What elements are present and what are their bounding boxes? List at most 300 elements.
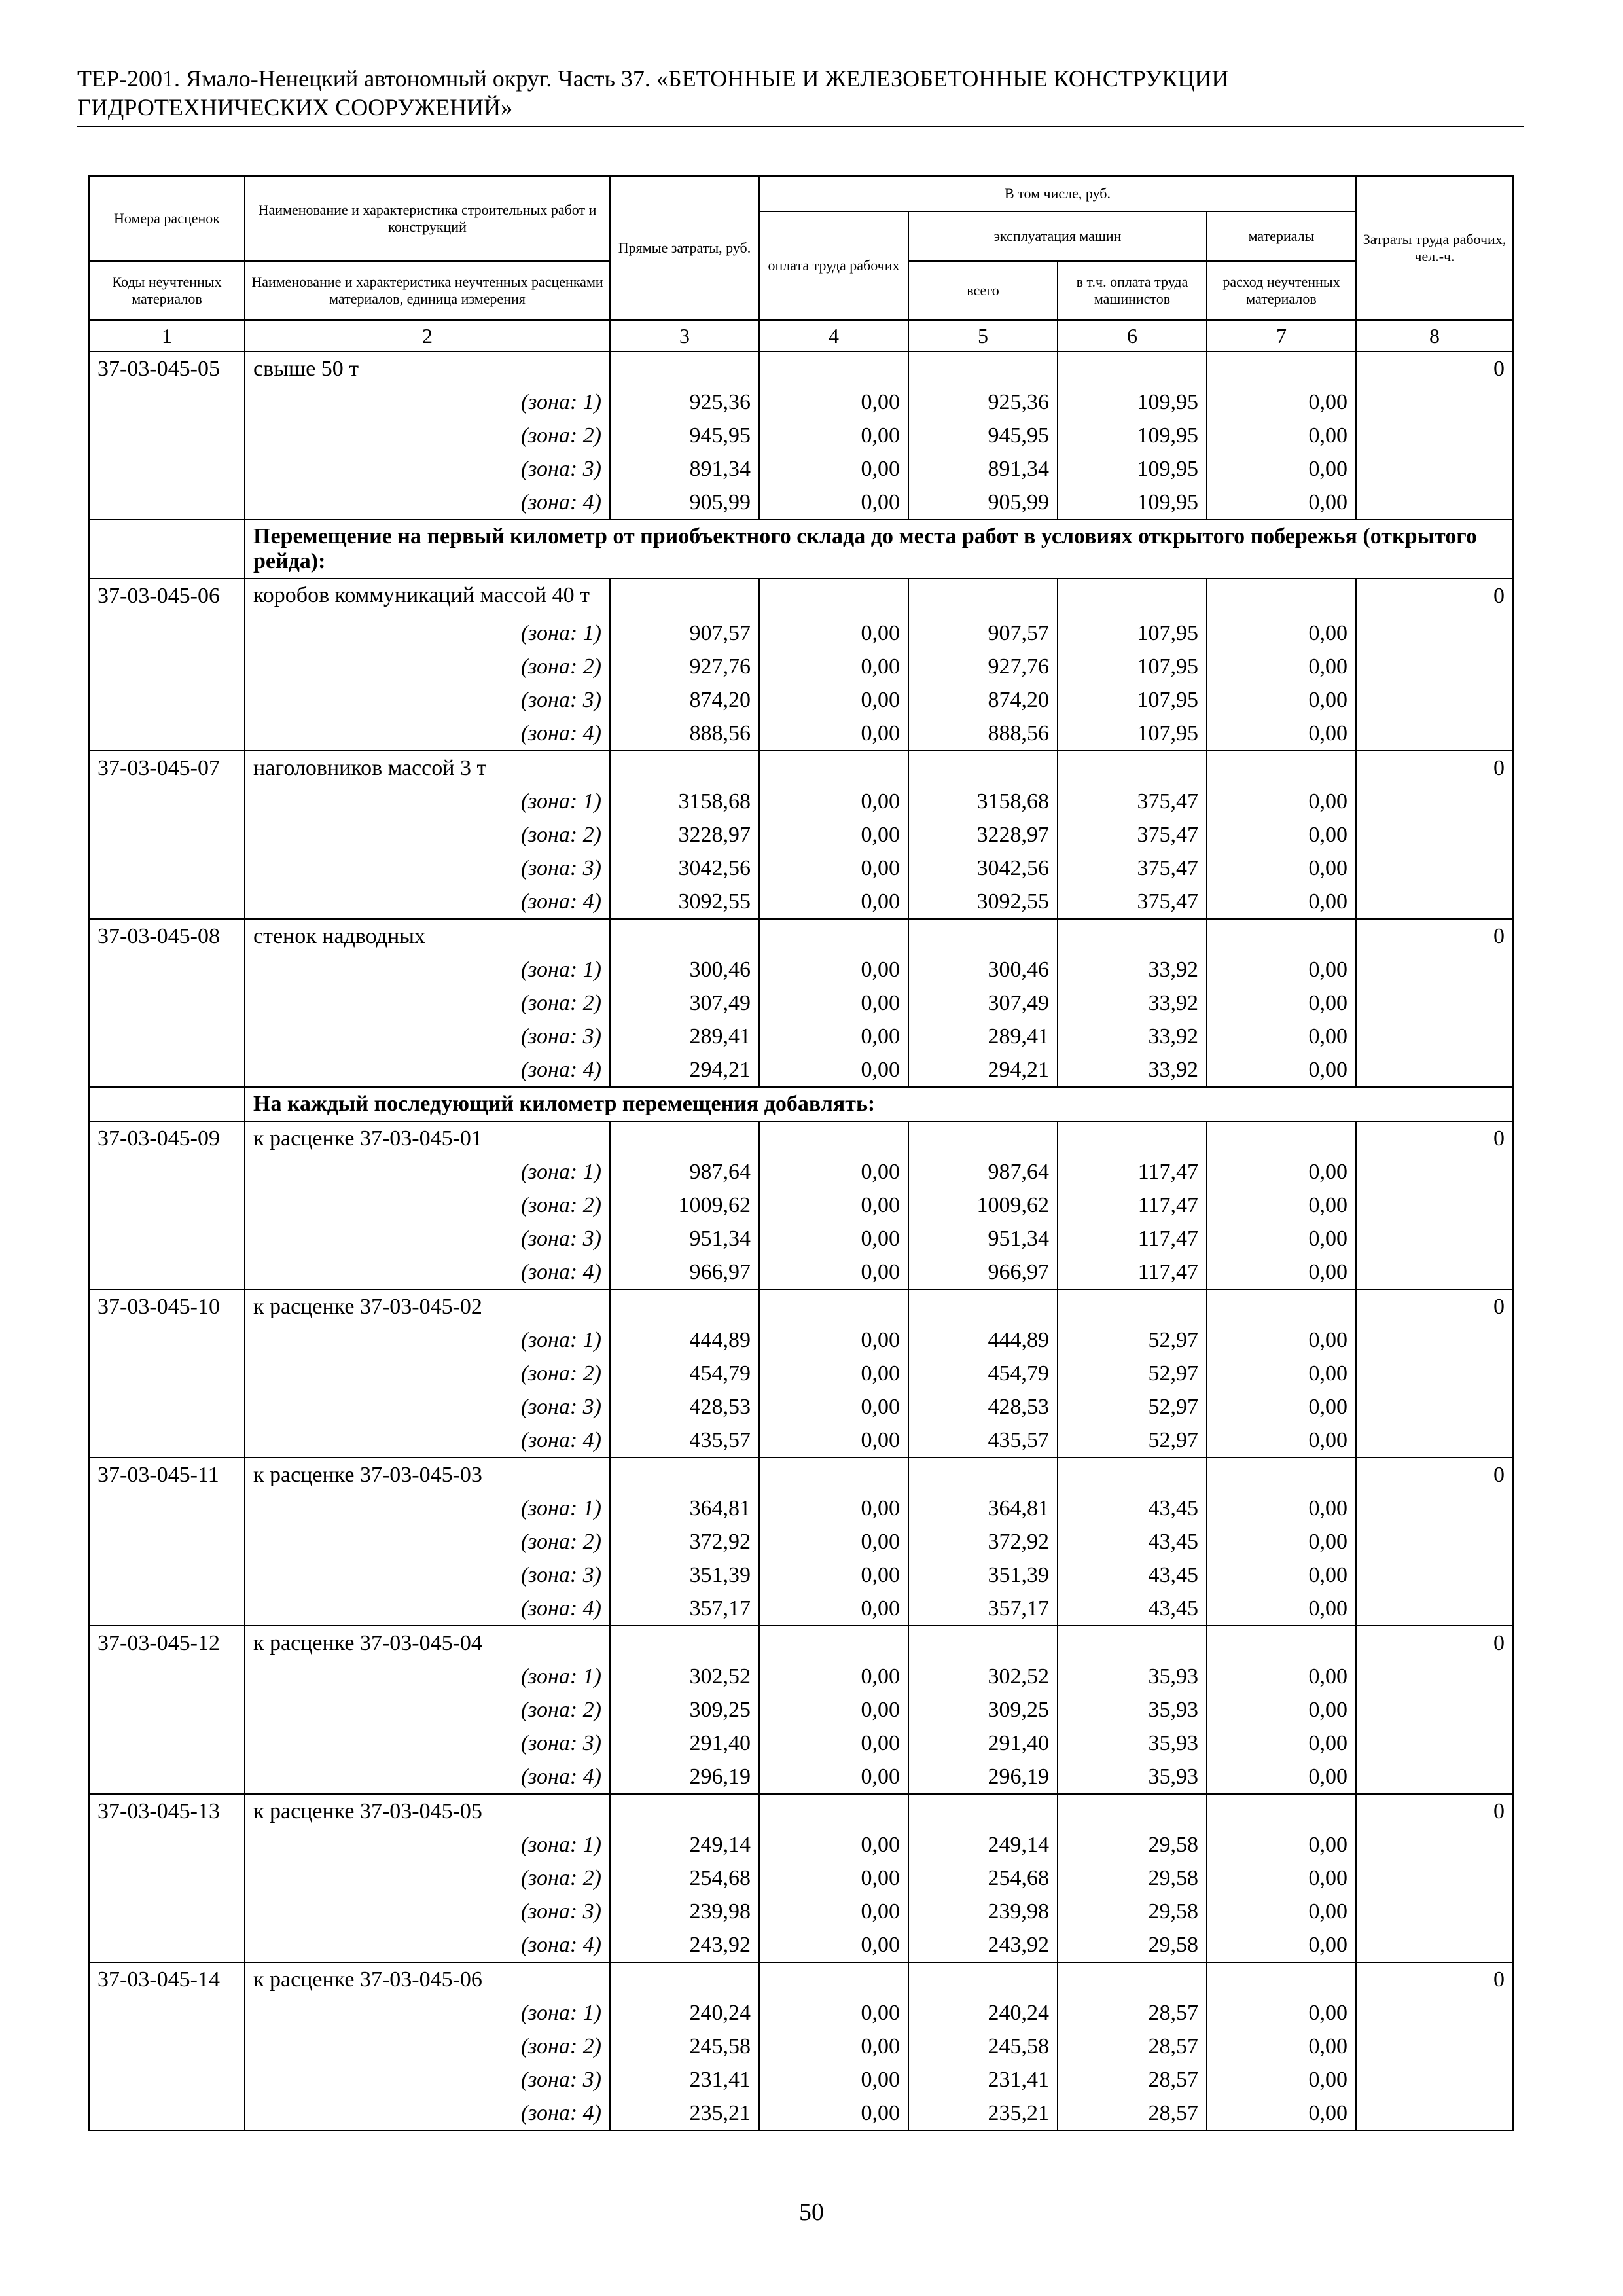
header-machines: эксплуатация машин	[908, 211, 1207, 261]
empty-cell	[1356, 1928, 1513, 1962]
direct-cost-value: 372,92	[610, 1525, 759, 1558]
material-usage-value: 0,00	[1207, 1895, 1356, 1928]
material-usage-value: 0,00	[1207, 1592, 1356, 1626]
zone-label: (зона: 4)	[245, 486, 610, 520]
empty-cell	[1207, 1626, 1356, 1660]
empty-cell	[610, 1794, 759, 1828]
column-number: 6	[1058, 320, 1207, 351]
empty-cell	[89, 1828, 245, 1861]
material-usage-value: 0,00	[1207, 1693, 1356, 1727]
zone-label: (зона: 3)	[245, 1727, 610, 1760]
machines-total-value: 925,36	[908, 386, 1058, 419]
material-usage-value: 0,00	[1207, 717, 1356, 751]
column-number: 5	[908, 320, 1058, 351]
empty-cell	[908, 1626, 1058, 1660]
direct-cost-value: 351,39	[610, 1558, 759, 1592]
direct-cost-value: 888,56	[610, 717, 759, 751]
machinist-pay-value: 43,45	[1058, 1492, 1207, 1525]
machinist-pay-value: 28,57	[1058, 2096, 1207, 2130]
rate-code: 37-03-045-05	[89, 351, 245, 386]
zone-label: (зона: 4)	[245, 1592, 610, 1626]
material-usage-value: 0,00	[1207, 1357, 1356, 1390]
empty-cell	[1356, 717, 1513, 751]
machines-total-value: 245,58	[908, 2030, 1058, 2063]
material-usage-value: 0,00	[1207, 2096, 1356, 2130]
empty-cell	[89, 953, 245, 986]
labor-pay-value: 0,00	[759, 1053, 908, 1087]
machines-total-value: 927,76	[908, 650, 1058, 683]
material-usage-value: 0,00	[1207, 486, 1356, 520]
zone-row	[89, 1828, 1513, 1861]
direct-cost-value: 454,79	[610, 1357, 759, 1390]
empty-cell	[1356, 1660, 1513, 1693]
machines-total-value: 243,92	[908, 1928, 1058, 1962]
zone-label: (зона: 3)	[245, 683, 610, 717]
column-number: 1	[89, 320, 245, 351]
section-heading: На каждый последующий километр перемещения добавлять:	[245, 1087, 1513, 1121]
machinist-pay-value: 117,47	[1058, 1155, 1207, 1189]
machines-total-value: 364,81	[908, 1492, 1058, 1525]
direct-cost-value: 302,52	[610, 1660, 759, 1693]
empty-cell	[1356, 1189, 1513, 1222]
empty-cell	[610, 1962, 759, 1996]
direct-cost-value: 966,97	[610, 1255, 759, 1289]
empty-cell	[89, 1020, 245, 1053]
direct-cost-value: 291,40	[610, 1727, 759, 1760]
machines-total-value: 3042,56	[908, 852, 1058, 885]
empty-cell	[759, 1121, 908, 1155]
labor-pay-value: 0,00	[759, 1189, 908, 1222]
header-direct-costs: Прямые затраты, руб.	[610, 176, 759, 320]
zone-row	[89, 1424, 1513, 1458]
zone-label: (зона: 1)	[245, 386, 610, 419]
header-line-2: ГИДРОТЕХНИЧЕСКИХ СООРУЖЕНИЙ»	[77, 94, 513, 120]
labor-pay-value: 0,00	[759, 1525, 908, 1558]
labor-pay-value: 0,00	[759, 1390, 908, 1424]
empty-cell	[908, 1962, 1058, 1996]
material-usage-value: 0,00	[1207, 1222, 1356, 1255]
header-machinist-pay: в т.ч. оплата труда машинистов	[1058, 261, 1207, 320]
rate-name: к расценке 37-03-045-04	[245, 1626, 610, 1660]
column-number: 2	[245, 320, 610, 351]
machines-total-value: 428,53	[908, 1390, 1058, 1424]
machines-total-value: 444,89	[908, 1323, 1058, 1357]
zone-row	[89, 953, 1513, 986]
machinist-pay-value: 107,95	[1058, 717, 1207, 751]
machines-total-value: 966,97	[908, 1255, 1058, 1289]
zone-row	[89, 1727, 1513, 1760]
zone-label: (зона: 1)	[245, 785, 610, 818]
empty-cell	[1207, 579, 1356, 617]
direct-cost-value: 243,92	[610, 1928, 759, 1962]
machines-total-value: 240,24	[908, 1996, 1058, 2030]
labor-pay-value: 0,00	[759, 1928, 908, 1962]
zone-row	[89, 1861, 1513, 1895]
empty-cell	[89, 1727, 245, 1760]
machines-total-value: 435,57	[908, 1424, 1058, 1458]
zone-row	[89, 1996, 1513, 2030]
empty-cell	[759, 351, 908, 386]
machinist-pay-value: 375,47	[1058, 885, 1207, 919]
direct-cost-value: 249,14	[610, 1828, 759, 1861]
labor-pay-value: 0,00	[759, 617, 908, 650]
empty-cell	[1058, 351, 1207, 386]
empty-cell	[759, 1962, 908, 1996]
empty-cell	[89, 1390, 245, 1424]
empty-cell	[1356, 386, 1513, 419]
direct-cost-value: 294,21	[610, 1053, 759, 1087]
machines-total-value: 874,20	[908, 683, 1058, 717]
rate-code: 37-03-045-07	[89, 751, 245, 785]
zone-row	[89, 2063, 1513, 2096]
material-usage-value: 0,00	[1207, 1525, 1356, 1558]
direct-cost-value: 364,81	[610, 1492, 759, 1525]
material-usage-value: 0,00	[1207, 1861, 1356, 1895]
labor-pay-value: 0,00	[759, 818, 908, 852]
machines-total-value: 291,40	[908, 1727, 1058, 1760]
column-numbers-row	[89, 320, 1513, 351]
empty-cell	[89, 1357, 245, 1390]
rate-row	[89, 919, 1513, 953]
machines-total-value: 302,52	[908, 1660, 1058, 1693]
column-number: 7	[1207, 320, 1356, 351]
empty-cell	[1356, 1492, 1513, 1525]
machinist-pay-value: 52,97	[1058, 1390, 1207, 1424]
zone-row	[89, 1020, 1513, 1053]
direct-cost-value: 254,68	[610, 1861, 759, 1895]
zone-label: (зона: 3)	[245, 1222, 610, 1255]
machinist-pay-value: 109,95	[1058, 419, 1207, 452]
direct-cost-value: 231,41	[610, 2063, 759, 2096]
direct-cost-value: 3228,97	[610, 818, 759, 852]
column-number: 8	[1356, 320, 1513, 351]
machines-total-value: 987,64	[908, 1155, 1058, 1189]
rate-code: 37-03-045-06	[89, 579, 245, 617]
zone-label: (зона: 4)	[245, 885, 610, 919]
table-body	[89, 351, 1513, 2130]
direct-cost-value: 245,58	[610, 2030, 759, 2063]
column-number: 3	[610, 320, 759, 351]
zone-label: (зона: 3)	[245, 452, 610, 486]
header-material-codes: Коды неучтенных материалов	[89, 261, 245, 320]
machines-total-value: 296,19	[908, 1760, 1058, 1794]
empty-cell	[89, 2063, 245, 2096]
empty-cell	[89, 986, 245, 1020]
direct-cost-value: 428,53	[610, 1390, 759, 1424]
empty-cell	[1207, 1121, 1356, 1155]
machines-total-value: 239,98	[908, 1895, 1058, 1928]
machinist-pay-value: 375,47	[1058, 785, 1207, 818]
rate-name: к расценке 37-03-045-06	[245, 1962, 610, 1996]
empty-cell	[1356, 486, 1513, 520]
empty-cell	[89, 1255, 245, 1289]
empty-cell	[1058, 1626, 1207, 1660]
direct-cost-value: 874,20	[610, 683, 759, 717]
header-rule	[77, 126, 1524, 127]
empty-cell	[1356, 852, 1513, 885]
labor-pay-value: 0,00	[759, 2030, 908, 2063]
machines-total-value: 3228,97	[908, 818, 1058, 852]
machines-total-value: 907,57	[908, 617, 1058, 650]
zone-label: (зона: 2)	[245, 650, 610, 683]
material-usage-value: 0,00	[1207, 1020, 1356, 1053]
rate-row	[89, 1458, 1513, 1492]
labor-pay-value: 0,00	[759, 1357, 908, 1390]
machinist-pay-value: 117,47	[1058, 1222, 1207, 1255]
empty-cell	[610, 919, 759, 953]
rate-name: свыше 50 т	[245, 351, 610, 386]
rates-table	[88, 175, 1514, 2131]
empty-cell	[1207, 1458, 1356, 1492]
zone-label: (зона: 2)	[245, 1693, 610, 1727]
direct-cost-value: 307,49	[610, 986, 759, 1020]
machines-total-value: 231,41	[908, 2063, 1058, 2096]
machines-total-value: 888,56	[908, 717, 1058, 751]
empty-cell	[89, 1693, 245, 1727]
labor-cost-value: 0	[1356, 579, 1513, 617]
zone-row	[89, 1558, 1513, 1592]
zone-row	[89, 1492, 1513, 1525]
empty-cell	[89, 1155, 245, 1189]
machines-total-value: 235,21	[908, 2096, 1058, 2130]
empty-cell	[89, 1861, 245, 1895]
material-usage-value: 0,00	[1207, 683, 1356, 717]
rate-code: 37-03-045-12	[89, 1626, 245, 1660]
zone-row	[89, 486, 1513, 520]
empty-cell	[1356, 785, 1513, 818]
empty-cell	[89, 1424, 245, 1458]
empty-cell	[89, 486, 245, 520]
machines-total-value: 891,34	[908, 452, 1058, 486]
zone-row	[89, 1053, 1513, 1087]
rate-row	[89, 1121, 1513, 1155]
material-usage-value: 0,00	[1207, 2030, 1356, 2063]
material-usage-value: 0,00	[1207, 953, 1356, 986]
machinist-pay-value: 109,95	[1058, 486, 1207, 520]
empty-cell	[1356, 1255, 1513, 1289]
labor-pay-value: 0,00	[759, 717, 908, 751]
header-work-name: Наименование и характеристика строительных работ и конструкций	[245, 176, 610, 261]
empty-cell	[1356, 617, 1513, 650]
empty-cell	[89, 1323, 245, 1357]
empty-cell	[89, 617, 245, 650]
labor-pay-value: 0,00	[759, 386, 908, 419]
empty-cell	[610, 1289, 759, 1323]
labor-pay-value: 0,00	[759, 885, 908, 919]
empty-cell	[1356, 650, 1513, 683]
material-usage-value: 0,00	[1207, 1760, 1356, 1794]
zone-label: (зона: 4)	[245, 1053, 610, 1087]
header-material-usage: расход неучтенных материалов	[1207, 261, 1356, 320]
machinist-pay-value: 117,47	[1058, 1255, 1207, 1289]
header-line-1: ТЕР-2001. Ямало-Ненецкий автономный округ. Часть 37. «БЕТОННЫЕ И ЖЕЛЕЗОБЕТОННЫЕ КОНСТРУКЦИИ	[77, 65, 1229, 92]
labor-cost-value: 0	[1356, 1962, 1513, 1996]
machines-total-value: 3158,68	[908, 785, 1058, 818]
direct-cost-value: 240,24	[610, 1996, 759, 2030]
document-header	[77, 64, 1524, 122]
empty-cell	[1058, 1962, 1207, 1996]
empty-cell	[1356, 1558, 1513, 1592]
empty-cell	[89, 1996, 245, 2030]
direct-cost-value: 927,76	[610, 650, 759, 683]
labor-pay-value: 0,00	[759, 986, 908, 1020]
section-heading-row	[89, 1087, 1513, 1121]
empty-cell	[759, 1794, 908, 1828]
empty-cell	[1356, 1323, 1513, 1357]
material-usage-value: 0,00	[1207, 2063, 1356, 2096]
material-usage-value: 0,00	[1207, 650, 1356, 683]
empty-cell	[610, 751, 759, 785]
direct-cost-value: 235,21	[610, 2096, 759, 2130]
zone-row	[89, 785, 1513, 818]
labor-pay-value: 0,00	[759, 852, 908, 885]
material-usage-value: 0,00	[1207, 1255, 1356, 1289]
labor-cost-value: 0	[1356, 351, 1513, 386]
empty-cell	[89, 1189, 245, 1222]
machinist-pay-value: 29,58	[1058, 1928, 1207, 1962]
labor-pay-value: 0,00	[759, 1558, 908, 1592]
direct-cost-value: 444,89	[610, 1323, 759, 1357]
material-usage-value: 0,00	[1207, 1727, 1356, 1760]
empty-cell	[89, 2096, 245, 2130]
empty-cell	[759, 1289, 908, 1323]
empty-cell	[1356, 1727, 1513, 1760]
zone-label: (зона: 2)	[245, 1189, 610, 1222]
direct-cost-value: 3092,55	[610, 885, 759, 919]
machinist-pay-value: 43,45	[1058, 1525, 1207, 1558]
rate-name: стенок надводных	[245, 919, 610, 953]
zone-row	[89, 852, 1513, 885]
header-labor-costs: Затраты труда рабочих, чел.-ч.	[1356, 176, 1513, 320]
zone-row	[89, 386, 1513, 419]
zone-row	[89, 1189, 1513, 1222]
machinist-pay-value: 29,58	[1058, 1895, 1207, 1928]
zone-row	[89, 2096, 1513, 2130]
machines-total-value: 249,14	[908, 1828, 1058, 1861]
labor-pay-value: 0,00	[759, 650, 908, 683]
zone-label: (зона: 3)	[245, 1895, 610, 1928]
rate-code: 37-03-045-08	[89, 919, 245, 953]
labor-pay-value: 0,00	[759, 1222, 908, 1255]
machinist-pay-value: 52,97	[1058, 1323, 1207, 1357]
zone-row	[89, 1323, 1513, 1357]
machinist-pay-value: 43,45	[1058, 1592, 1207, 1626]
zone-label: (зона: 1)	[245, 1492, 610, 1525]
empty-cell	[908, 751, 1058, 785]
material-usage-value: 0,00	[1207, 1053, 1356, 1087]
machines-total-value: 294,21	[908, 1053, 1058, 1087]
machinist-pay-value: 107,95	[1058, 650, 1207, 683]
empty-cell	[1356, 1760, 1513, 1794]
rate-code: 37-03-045-14	[89, 1962, 245, 1996]
zone-label: (зона: 3)	[245, 1558, 610, 1592]
direct-cost-value: 1009,62	[610, 1189, 759, 1222]
machines-total-value: 3092,55	[908, 885, 1058, 919]
material-usage-value: 0,00	[1207, 986, 1356, 1020]
header-rate-numbers: Номера расценок	[89, 176, 245, 261]
zone-label: (зона: 3)	[245, 2063, 610, 2096]
direct-cost-value: 905,99	[610, 486, 759, 520]
zone-label: (зона: 1)	[245, 1996, 610, 2030]
empty-cell	[1356, 986, 1513, 1020]
machinist-pay-value: 375,47	[1058, 852, 1207, 885]
labor-pay-value: 0,00	[759, 1660, 908, 1693]
labor-pay-value: 0,00	[759, 419, 908, 452]
machinist-pay-value: 107,95	[1058, 617, 1207, 650]
empty-cell	[1356, 2063, 1513, 2096]
machines-total-value: 289,41	[908, 1020, 1058, 1053]
empty-cell	[759, 1626, 908, 1660]
material-usage-value: 0,00	[1207, 1828, 1356, 1861]
empty-cell	[1058, 1794, 1207, 1828]
empty-cell	[89, 1492, 245, 1525]
empty-cell	[610, 351, 759, 386]
zone-label: (зона: 2)	[245, 986, 610, 1020]
empty-cell	[1207, 1289, 1356, 1323]
zone-row	[89, 1255, 1513, 1289]
machines-total-value: 254,68	[908, 1861, 1058, 1895]
zone-label: (зона: 4)	[245, 2096, 610, 2130]
empty-cell	[1356, 818, 1513, 852]
zone-row	[89, 683, 1513, 717]
rate-name: к расценке 37-03-045-05	[245, 1794, 610, 1828]
empty-cell	[1356, 1390, 1513, 1424]
empty-cell	[89, 885, 245, 919]
machines-total-value: 454,79	[908, 1357, 1058, 1390]
empty-cell	[89, 452, 245, 486]
labor-pay-value: 0,00	[759, 1996, 908, 2030]
labor-cost-value: 0	[1356, 919, 1513, 953]
header-material-names: Наименование и характеристика неучтенных расценками материалов, единица измерения	[245, 261, 610, 320]
material-usage-value: 0,00	[1207, 1558, 1356, 1592]
labor-pay-value: 0,00	[759, 2063, 908, 2096]
rate-name: коробов коммуникаций массой 40 т	[245, 579, 610, 617]
empty-cell	[1356, 1693, 1513, 1727]
labor-pay-value: 0,00	[759, 1255, 908, 1289]
empty-cell	[1058, 919, 1207, 953]
labor-pay-value: 0,00	[759, 683, 908, 717]
table-head	[89, 176, 1513, 351]
machines-total-value: 945,95	[908, 419, 1058, 452]
direct-cost-value: 951,34	[610, 1222, 759, 1255]
labor-cost-value: 0	[1356, 1458, 1513, 1492]
empty-cell	[89, 419, 245, 452]
machinist-pay-value: 109,95	[1058, 452, 1207, 486]
empty-cell	[759, 579, 908, 617]
empty-cell	[89, 1660, 245, 1693]
empty-cell	[89, 650, 245, 683]
empty-cell	[908, 1121, 1058, 1155]
zone-label: (зона: 2)	[245, 1861, 610, 1895]
rate-name: к расценке 37-03-045-03	[245, 1458, 610, 1492]
empty-cell	[1356, 1592, 1513, 1626]
zone-row	[89, 1525, 1513, 1558]
machinist-pay-value: 43,45	[1058, 1558, 1207, 1592]
zone-label: (зона: 1)	[245, 953, 610, 986]
zone-label: (зона: 1)	[245, 1155, 610, 1189]
labor-cost-value: 0	[1356, 1626, 1513, 1660]
rate-code: 37-03-045-10	[89, 1289, 245, 1323]
machines-total-value: 357,17	[908, 1592, 1058, 1626]
zone-label: (зона: 2)	[245, 2030, 610, 2063]
zone-label: (зона: 2)	[245, 419, 610, 452]
labor-cost-value: 0	[1356, 1794, 1513, 1828]
labor-pay-value: 0,00	[759, 1828, 908, 1861]
direct-cost-value: 925,36	[610, 386, 759, 419]
zone-label: (зона: 4)	[245, 1424, 610, 1458]
machinist-pay-value: 107,95	[1058, 683, 1207, 717]
zone-label: (зона: 4)	[245, 1760, 610, 1794]
